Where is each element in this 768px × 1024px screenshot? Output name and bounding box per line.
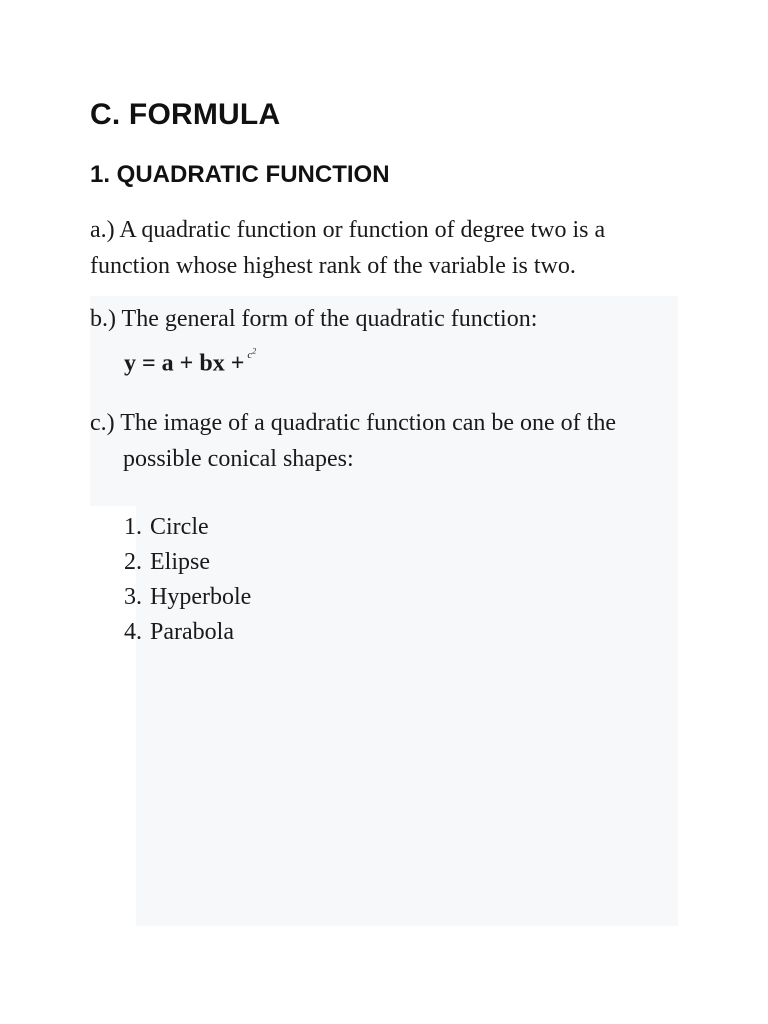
- list-item-number: 2.: [124, 549, 142, 575]
- list-item: [108, 545, 251, 580]
- conic-shapes-list: [108, 510, 251, 650]
- general-form-formula: [124, 337, 256, 382]
- list-item: [108, 615, 251, 650]
- paragraph-c: [90, 405, 690, 477]
- formula-main: y = a + bx +: [124, 350, 245, 377]
- paragraph-b: b.) The general form of the quadratic function:: [90, 306, 538, 332]
- list-item-number: 1.: [124, 514, 142, 540]
- list-item-label: Circle: [150, 514, 209, 540]
- list-item-number: 4.: [124, 619, 142, 645]
- formula-exponent: 2: [252, 346, 257, 355]
- paragraph-a: a.) A quadratic function or function of degree two is a function whose highest rank of the variable is two.: [90, 217, 606, 279]
- list-item-label: Elipse: [150, 549, 210, 575]
- list-item-label: Hyperbole: [150, 584, 252, 610]
- list-item: [108, 510, 251, 545]
- subsection-title: 1. QUADRATIC FUNCTION: [90, 161, 390, 188]
- list-item: [108, 580, 251, 615]
- list-item-label: Parabola: [150, 619, 234, 645]
- list-item-number: 3.: [124, 584, 142, 610]
- section-title: C. FORMULA: [90, 98, 281, 131]
- paragraph-c-line2: possible conical shapes:: [123, 446, 354, 472]
- formula-term: [247, 346, 257, 361]
- paragraph-c-line1: c.) The image of a quadratic function can be one of the: [90, 410, 616, 436]
- formula-term-base: c: [247, 348, 253, 361]
